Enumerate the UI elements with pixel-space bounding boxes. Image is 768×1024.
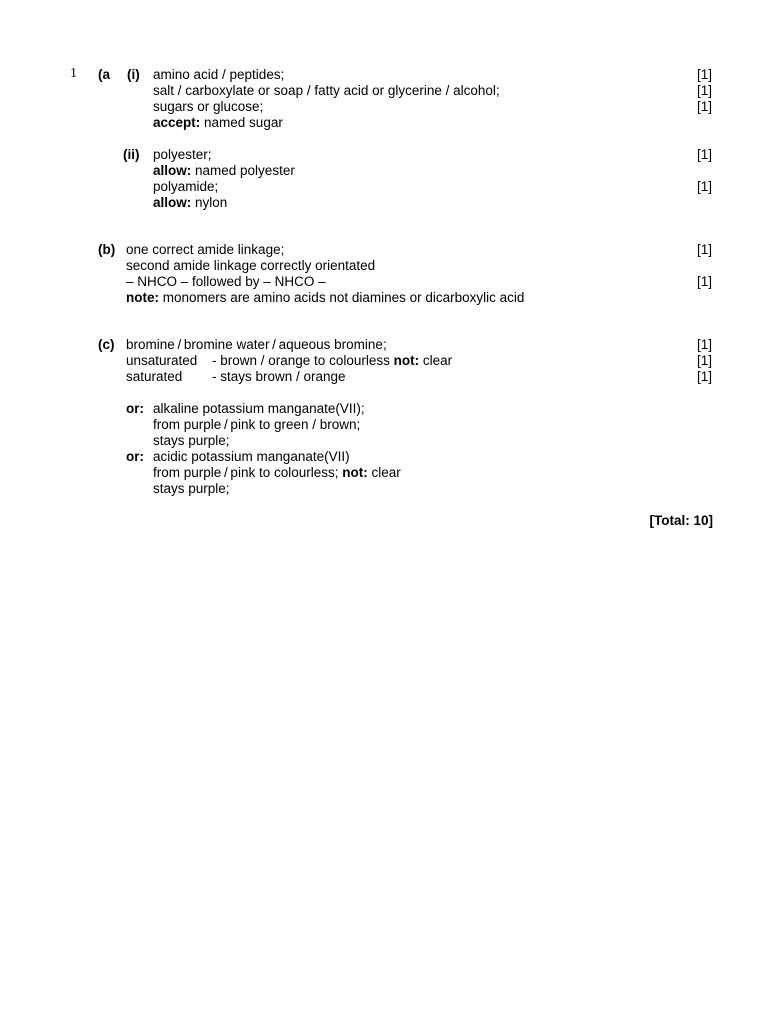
answer-line: salt / carboxylate or soap / fatty acid or glycerine / alcohol;: [153, 83, 500, 98]
answer-line: stays purple;: [153, 433, 230, 448]
answer-line: alkaline potassium manganate(VII);: [153, 401, 365, 416]
or-prefix: or:: [126, 449, 144, 464]
saturated-line: [126, 369, 346, 385]
or2-line2-text: from purple / pink to colourless;: [153, 465, 343, 480]
saturated-label: saturated: [126, 369, 183, 384]
part-b-label: (b): [98, 242, 116, 257]
mark: [1]: [697, 242, 713, 257]
allow-prefix: allow:: [153, 163, 192, 178]
mark: [1]: [697, 83, 713, 98]
allow-prefix: allow:: [153, 195, 192, 210]
unsaturated-label: unsaturated: [126, 353, 198, 368]
answer-line: from purple / pink to green / brown;: [153, 417, 361, 432]
mark: [1]: [697, 99, 713, 114]
accept-text: named sugar: [200, 115, 283, 130]
not-text: clear: [419, 353, 453, 368]
accept-line: [153, 115, 283, 131]
note-text: monomers are amino acids not diamines or dicarboxylic acid: [159, 290, 525, 305]
answer-line: bromine / bromine water / aqueous bromine;: [126, 337, 387, 352]
mark: [1]: [697, 179, 713, 194]
mark: [1]: [697, 353, 713, 368]
not-prefix: not:: [342, 465, 368, 480]
mark: [1]: [697, 274, 713, 289]
unsaturated-text: - brown / orange to colourless: [212, 353, 394, 368]
allow-text: nylon: [191, 195, 228, 210]
unsaturated-line: [126, 353, 452, 369]
mark: [1]: [697, 147, 713, 162]
answer-line: [153, 465, 401, 481]
answer-line: second amide linkage correctly orientated: [126, 258, 376, 273]
part-a-i-label: (i): [127, 67, 140, 82]
answer-line: polyamide;: [153, 179, 219, 194]
answer-line: – NHCO – followed by – NHCO –: [126, 274, 326, 289]
not-prefix: not:: [393, 353, 420, 368]
answer-line: acidic potassium manganate(VII): [153, 449, 350, 464]
allow-line: [153, 195, 227, 211]
part-c-label: (c): [98, 337, 115, 352]
question-number: 1: [70, 66, 77, 81]
note-prefix: note:: [126, 290, 159, 305]
allow-line: [153, 163, 295, 179]
answer-line: polyester;: [153, 147, 212, 162]
note-line: [126, 290, 524, 306]
not-text: clear: [367, 465, 401, 480]
part-a-ii-label: (ii): [123, 147, 140, 162]
answer-line: stays purple;: [153, 481, 230, 496]
mark: [1]: [697, 67, 713, 82]
total-marks: [Total: 10]: [649, 513, 713, 528]
saturated-text: - stays brown / orange: [212, 369, 346, 384]
answer-line: sugars or glucose;: [153, 99, 264, 114]
answer-line: one correct amide linkage;: [126, 242, 285, 257]
answer-line: amino acid / peptides;: [153, 67, 285, 82]
mark: [1]: [697, 369, 713, 384]
part-a-label: (a: [98, 67, 111, 82]
or-prefix: or:: [126, 401, 144, 416]
allow-text: named polyester: [191, 163, 295, 178]
accept-prefix: accept:: [153, 115, 201, 130]
mark: [1]: [697, 337, 713, 352]
